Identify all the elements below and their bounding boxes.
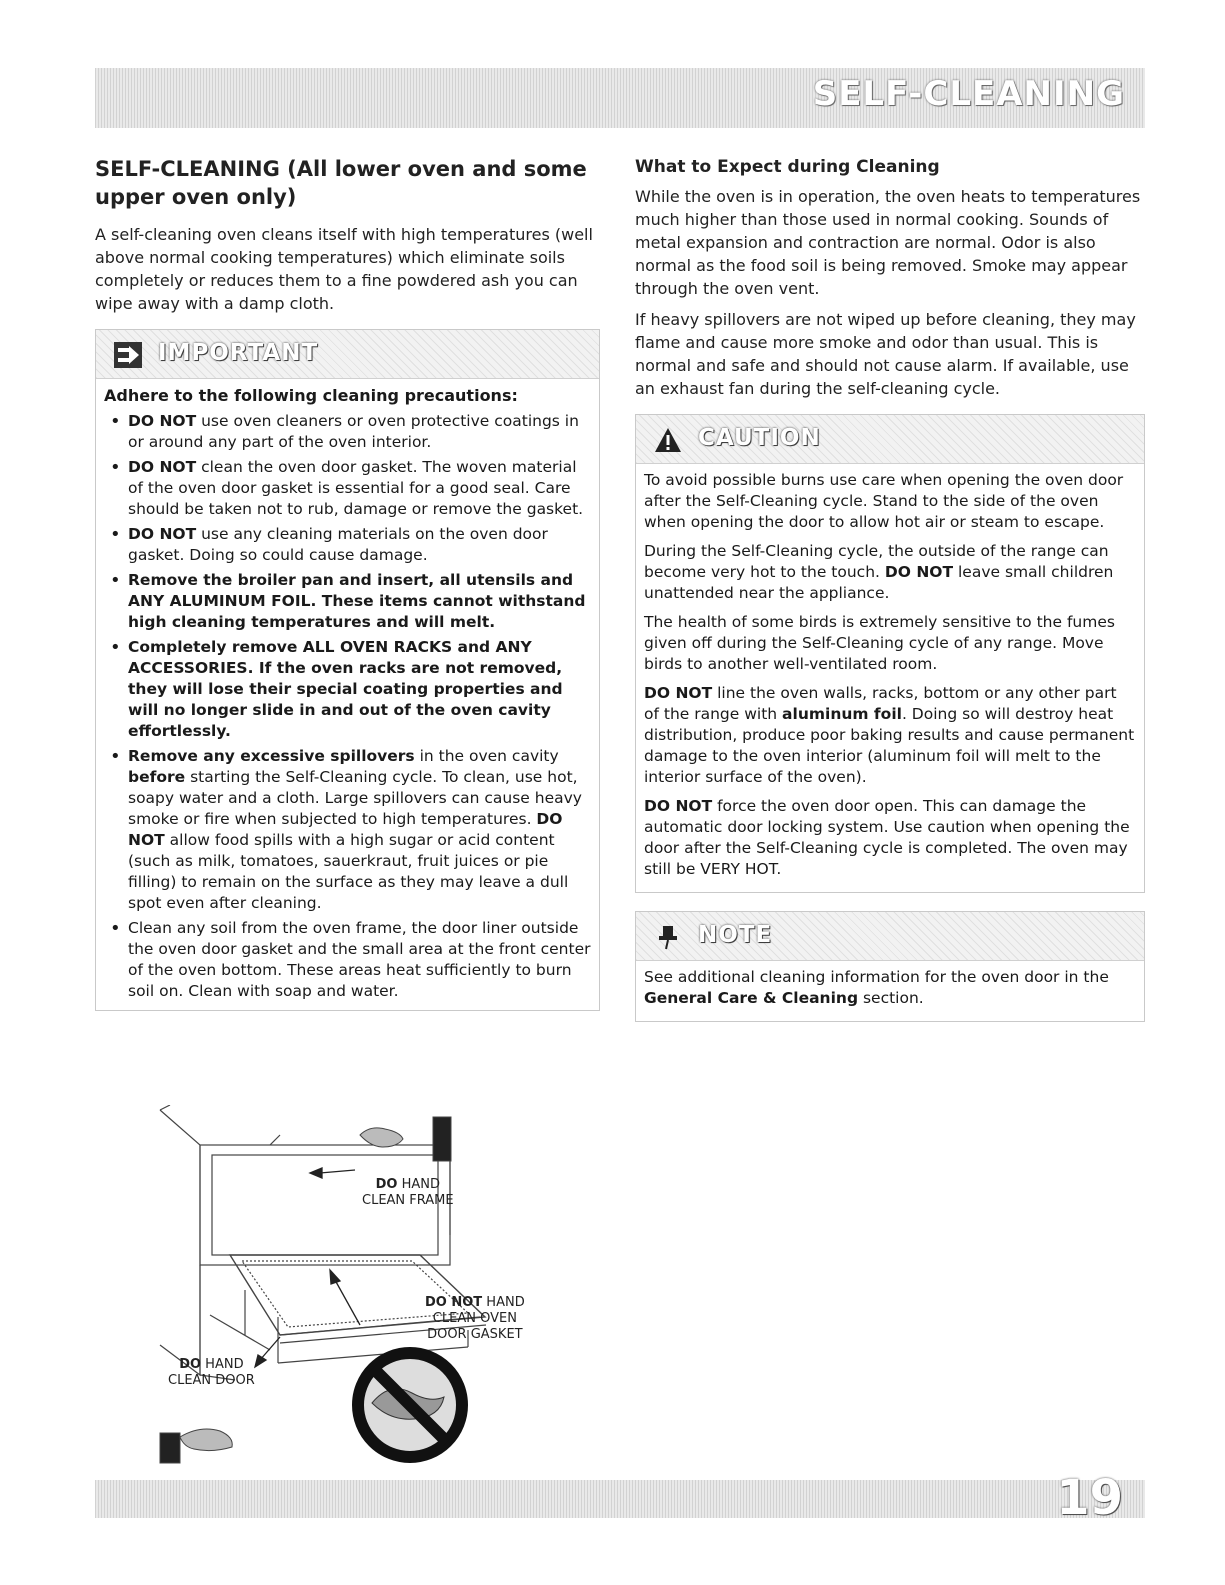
arrow-right-icon [114,342,142,368]
caution-label: CAUTION [698,425,821,451]
important-label: IMPORTANT [158,340,319,366]
list-item: • Completely remove ALL OVEN RACKS and ANY ACCESSORIES. If the oven racks are not removed, they will lose their special coating properties and will no longer slide in and out of the oven cavity effortlessly. [104,637,591,742]
note-label: NOTE [698,922,773,948]
caution-paragraph: To avoid possible burns use care when opening the oven door after the Self-Cleaning cycle. Stand to the side of the oven when opening the door to allow hot air or steam to escape. [644,471,1124,531]
pushpin-icon [654,924,682,950]
left-column [95,155,600,1029]
expect-heading: What to Expect during Cleaning [635,157,940,177]
section-heading: SELF-CLEANING (All lower oven and some upper oven only) [95,157,587,209]
list-item: • DO NOT use oven cleaners or oven protective coatings in or around any part of the oven interior. [104,411,591,453]
note-body [636,961,1144,1021]
note-paragraph: See additional cleaning information for the oven door in the General Care & Cleaning section. [644,968,1109,1007]
note-header [636,912,1144,961]
oven-cleaning-diagram [150,1105,570,1475]
caution-paragraph: DO NOT force the oven door open. This can damage the automatic door locking system. Use caution when opening the door after the Self-Cleaning cycle is completed. The oven may still be VERY HOT. [644,797,1130,878]
intro-paragraph: A self-cleaning oven cleans itself with high temperatures (well above normal cooking temperatures) which eliminate soils completely or reduces them to a fine powdered ash you can wipe away with a damp cloth. [95,225,593,313]
caution-header [636,415,1144,464]
caution-paragraph: DO NOT line the oven walls, racks, bottom or any other part of the range with aluminum foil. Doing so will destroy heat distribution, produce poor baking results and cause permanent damage to the oven interior (aluminum foil will melt to the interior surface of the oven). [644,684,1135,786]
precautions-list [104,411,591,1002]
right-column [635,155,1145,1040]
oven-illustration [150,1105,570,1475]
caution-paragraph: During the Self-Cleaning cycle, the outside of the range can become very hot to the touch. DO NOT leave small children unattended near the appliance. [644,542,1114,602]
important-body [96,379,599,1010]
list-item: • DO NOT clean the oven door gasket. The woven material of the oven door gasket is essential for a good seal. Care should be taken not to rub, damage or remove the gasket. [104,457,591,520]
warning-icon [654,427,682,453]
do-hand-clean-frame-label: DO HAND CLEAN FRAME [362,1177,454,1208]
expect-paragraph-1: While the oven is in operation, the oven heats to temperatures much higher than those used in normal cooking. Sounds of metal expansion and contraction are normal. Odor is also normal as the food soil is being removed. Smoke may appear through the oven vent. [635,187,1141,298]
expect-paragraph-2: If heavy spillovers are not wiped up before cleaning, they may flame and cause more smoke and odor than usual. This is normal and safe and should not cause alarm. If available, use an exhaust fan during the self-cleaning cycle. [635,310,1136,398]
list-item: • Remove any excessive spillovers in the oven cavity before starting the Self-Cleaning cycle. To clean, use hot, soapy water and a cloth. Large spillovers can cause heavy smoke or fire when subjected to high temperatures. DO NOT allow food spills with a high sugar or acid content (such as milk, tomatoes, sauerkraut, fruit juices or pie filling) to remain on the surface as they may leave a dull spot even after cleaning. [104,746,591,914]
caution-paragraph: The health of some birds is extremely sensitive to the fumes given off during the Self-Cleaning cycle of any range. Move birds to another well-ventilated room. [644,613,1115,673]
precautions-heading: Adhere to the following cleaning precautions: [104,386,518,405]
caution-body [636,464,1144,892]
important-box [95,329,600,1011]
list-item: • Clean any soil from the oven frame, the door liner outside the oven door gasket and the small area at the front center of the oven bottom. These areas heat sufficiently to burn soil on. Clean with soap and water. [104,918,591,1002]
list-item: • DO NOT use any cleaning materials on the oven door gasket. Doing so could cause damage. [104,524,591,566]
note-box [635,911,1145,1022]
do-not-hand-clean-gasket-label: DO NOT HAND CLEAN OVEN DOOR GASKET [425,1295,525,1342]
caution-box [635,414,1145,893]
do-hand-clean-door-label: DO HAND CLEAN DOOR [168,1357,255,1388]
list-item: • Remove the broiler pan and insert, all utensils and ANY ALUMINUM FOIL. These items cannot withstand high cleaning temperatures and will melt. [104,570,591,633]
header-band [95,68,1145,128]
footer-band [95,1470,1145,1526]
important-header [96,330,599,379]
page-number: 19 [1056,1470,1123,1526]
page-section-title: SELF-CLEANING [812,74,1125,114]
